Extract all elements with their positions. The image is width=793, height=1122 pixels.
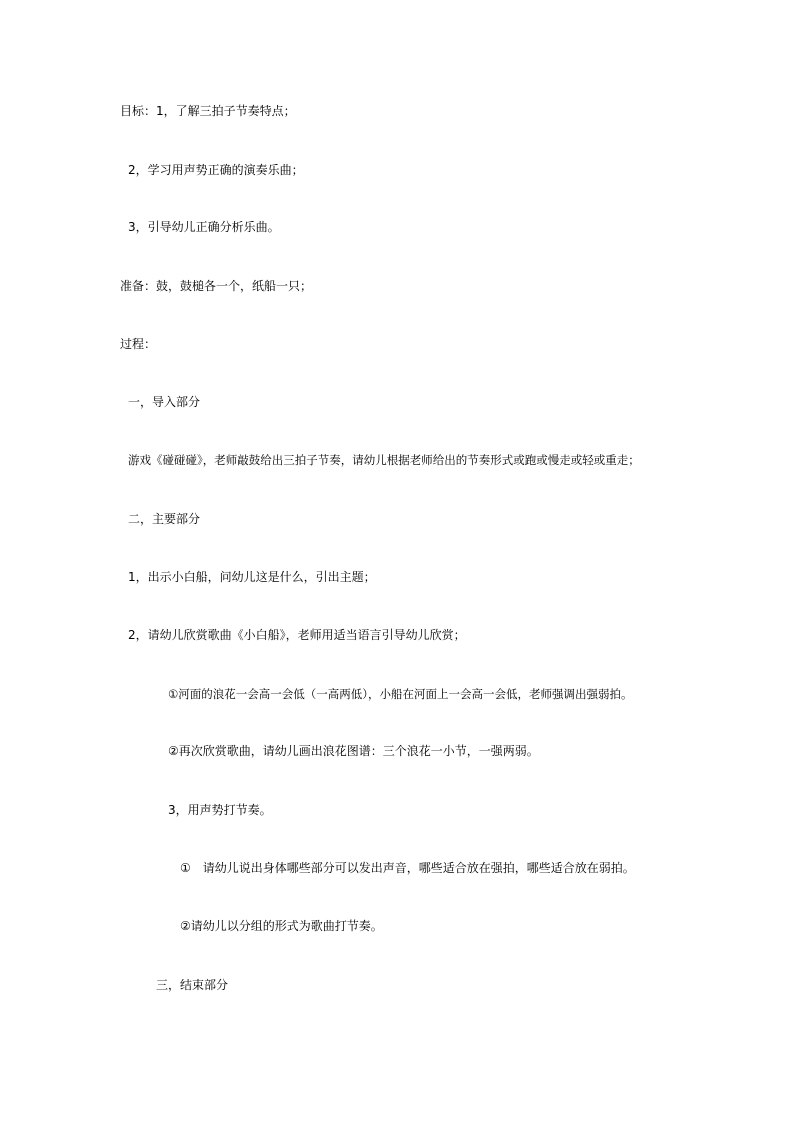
- process-heading: 过程：: [120, 337, 157, 351]
- goal-line: 目标：1，了解三拍子节奏特点；: [120, 104, 296, 118]
- goal-item-2: 2，学习用声势正确的演奏乐曲；: [128, 163, 304, 177]
- main-step-3-sub-2: ②请幼儿以分组的形式为歌曲打节奏。: [180, 919, 383, 933]
- section-intro-heading: 一，导入部分: [128, 395, 201, 409]
- intro-game-text: 游戏《碰碰碰》，老师敲鼓给出三拍子节奏，请幼儿根据老师给出的节奏形式或跑或慢走或轻或重走；: [128, 453, 640, 467]
- goal-item-3: 3，引导幼儿正确分析乐曲。: [128, 220, 280, 234]
- main-step-2-sub-2: ②再次欣赏歌曲，请幼儿画出浪花图谱：三个浪花一小节，一强两弱。: [168, 744, 539, 758]
- preparation-line: 准备：鼓，鼓槌各一个，纸船一只；: [120, 279, 313, 293]
- main-step-2-sub-1: ①河面的浪花一会高一会低（一高两低），小船在河面上一会高一会低，老师强调出强弱拍。: [168, 687, 633, 701]
- section-main-heading: 二，主要部分: [128, 512, 201, 526]
- main-step-3: 3，用声势打节奏。: [168, 803, 272, 817]
- section-end-heading: 三，结束部分: [156, 978, 229, 992]
- main-step-2: 2，请幼儿欣赏歌曲《小白船》，老师用适当语言引导幼儿欣赏；: [128, 628, 466, 642]
- main-step-3-sub-1: ① 请幼儿说出身体哪些部分可以发出声音，哪些适合放在强拍，哪些适合放在弱拍。: [180, 861, 635, 875]
- main-step-1: 1，出示小白船，问幼儿这是什么，引出主题；: [128, 570, 376, 584]
